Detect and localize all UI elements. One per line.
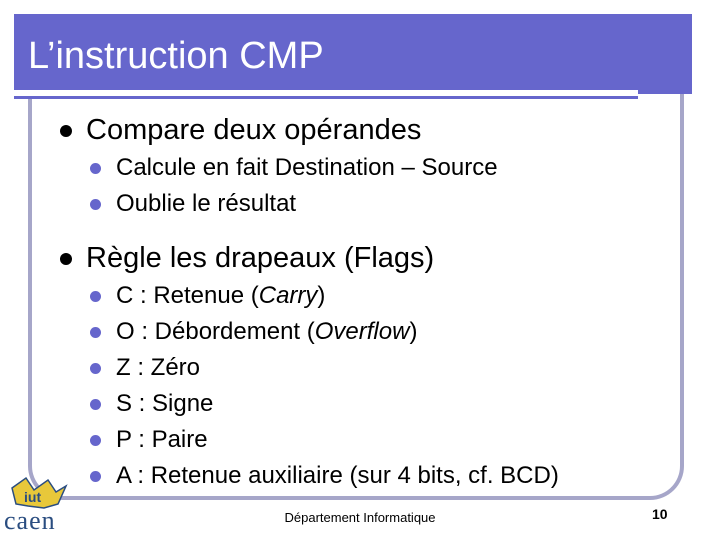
- page-number: 10: [652, 506, 668, 522]
- sub-bullet-text: O : Débordement (: [116, 318, 315, 345]
- bullet-dot-icon: [60, 253, 72, 265]
- sub-bullet-italic: Carry: [258, 282, 318, 309]
- sub-bullet-dot-icon: [90, 327, 101, 338]
- sub-bullet-text: P : Paire: [116, 426, 208, 453]
- sub-bullet-text: Z : Zéro: [116, 354, 201, 381]
- sub-bullet-sign: [60, 386, 700, 422]
- bullet-text: Règle les drapeaux (Flags): [86, 242, 435, 274]
- sub-bullet: [60, 150, 700, 186]
- title-underline-accent: [14, 96, 638, 99]
- logo-text: caen: [4, 506, 56, 535]
- sub-bullet-dot-icon: [90, 435, 101, 446]
- sub-bullet-text: Oublie le résultat: [116, 190, 297, 217]
- bullet-flags: [60, 238, 700, 278]
- sub-bullet-dot-icon: [90, 471, 101, 482]
- bullet-text: Compare deux opérandes: [86, 114, 422, 146]
- sub-bullet-text: C : Retenue (: [116, 282, 259, 309]
- bullet-list: [60, 108, 700, 494]
- sub-bullet-dot-icon: [90, 163, 101, 174]
- sub-bullet-carry: [60, 278, 700, 314]
- bullet-dot-icon: [60, 125, 72, 137]
- logo-badge-text: iut: [24, 489, 42, 505]
- sub-bullet-text: Calcule en fait Destination – Source: [116, 154, 498, 181]
- sub-bullet-dot-icon: [90, 363, 101, 374]
- sub-bullet-suffix: ): [409, 318, 418, 345]
- slide-title: L’instruction CMP: [28, 35, 324, 77]
- sub-bullet: [60, 186, 700, 222]
- sub-bullet-text: S : Signe: [116, 390, 214, 417]
- sub-bullet-dot-icon: [90, 399, 101, 410]
- footer-department: Département Informatique: [284, 510, 436, 525]
- sub-bullet-auxiliary: [60, 458, 700, 494]
- sub-bullet-text: A : Retenue auxiliaire (sur 4 bits, cf. BCD): [116, 462, 559, 489]
- sub-bullet-overflow: [60, 314, 700, 350]
- bullet-compare: [60, 110, 700, 150]
- sub-bullet-italic: Overflow: [314, 318, 410, 345]
- sub-bullet-parity: [60, 422, 700, 458]
- sub-bullet-dot-icon: [90, 199, 101, 210]
- sub-bullet-suffix: ): [317, 282, 326, 309]
- sub-bullet-zero: [60, 350, 700, 386]
- sub-bullet-dot-icon: [90, 291, 101, 302]
